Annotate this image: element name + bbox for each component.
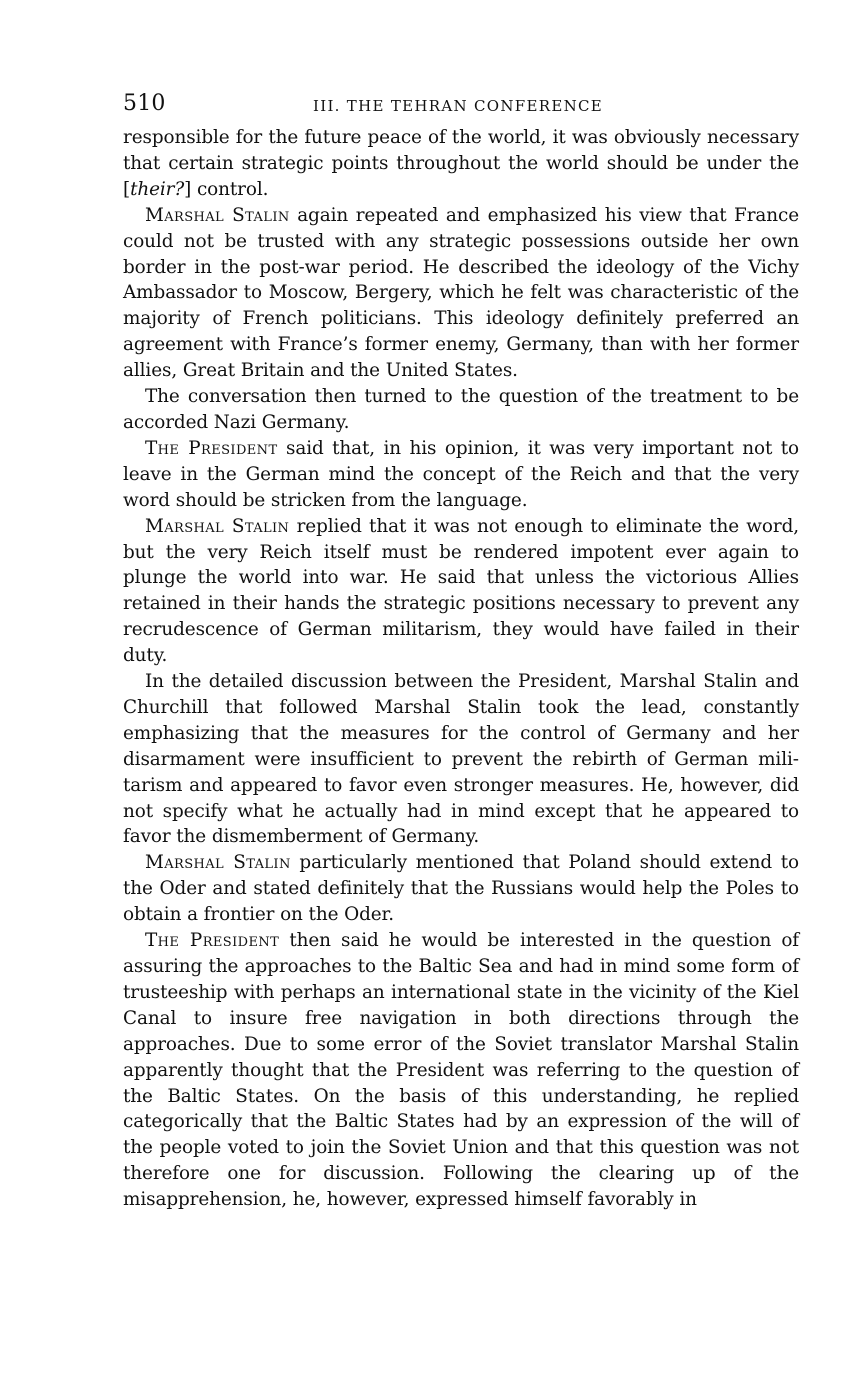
- paragraph-1-text-after: ] control.: [184, 178, 269, 200]
- running-head: [123, 89, 799, 119]
- speaker-name: The President: [145, 930, 280, 952]
- paragraph-3: [123, 384, 799, 436]
- paragraph-7: [123, 850, 799, 928]
- paragraph-5-text: replied that it was not enough to eliminate the word, but the very Reich itself must be rendered impotent ever again to plunge the world into war. He said that unless the victorious Allies retained in their hands the strategic positions necessary to prevent any recrudescence of German militarism, they would have failed in their duty.: [123, 515, 799, 667]
- paragraph-2: [123, 203, 799, 384]
- paragraph-5: [123, 514, 799, 669]
- speaker-name: Marshal Stalin: [145, 515, 290, 537]
- body-text: [123, 125, 799, 1213]
- paragraph-6: [123, 669, 799, 850]
- document-page: [123, 89, 799, 1213]
- paragraph-6-text: In the detailed discussion between the President, Marshal Stalin and Churchill that followed Marshal Stalin took the lead, constantly emphasizing that the measures for the control of Germany and her disarmament were insufficient to prevent the rebirth of German militarism and appeared to favor even stronger measures. He, however, did not specify what he actually had in mind except that he appeared to favor the dismemberment of Germany.: [123, 671, 799, 848]
- running-title: III. THE TEHRAN CONFERENCE: [313, 97, 604, 115]
- bracketed-note: their?: [130, 178, 185, 200]
- paragraph-8: [123, 928, 799, 1213]
- paragraph-3-text: The conversation then turned to the question of the treatment to be accorded Nazi Germany.: [123, 386, 799, 433]
- paragraph-1: [123, 125, 799, 203]
- paragraph-1-text-before: responsible for the future peace of the world, it was obviously necessary that certain strategic points throughout the world should be under the [: [123, 127, 799, 200]
- paragraph-2-text: again repeated and emphasized his view that France could not be trusted with any strategic possessions outside her own border in the post-war period. He described the ideology of the Vichy Ambassador to Moscow, Bergery, which he felt was characteristic of the majority of French politicians. This ideology definitely preferred an agreement with France’s former enemy, Germany, than with her former allies, Great Britain and the United States.: [123, 204, 800, 382]
- speaker-name: Marshal Stalin: [145, 204, 290, 226]
- paragraph-7-text: particularly mentioned that Poland should extend to the Oder and stated definitely that the Russians would help the Poles to obtain a frontier on the Oder.: [123, 852, 799, 926]
- page-number: 510: [123, 91, 166, 116]
- speaker-name: The President: [145, 437, 278, 459]
- speaker-name: Marshal Stalin: [145, 852, 291, 874]
- paragraph-4: [123, 436, 799, 514]
- paragraph-8-text: then said he would be interested in the question of assuring the approaches to the Baltic Sea and had in mind some form of trusteeship with perhaps an international state in the vicinity of the Kiel Canal to insure free navigation in both directions through the approaches. Due to some error of the Soviet translator Marshal Stalin apparently thought that the President was referring to the question of the Baltic States. On the basis of this understanding, he replied categorically that the Baltic States had by an expression of the will of the people voted to join the Soviet Union and that this question was not therefore one for discussion. Following the clearing up of the misapprehension, he, however, expressed himself favorably in: [123, 930, 800, 1211]
- paragraph-4-text: said that, in his opinion, it was very important not to leave in the German mind the concept of the Reich and that the very word should be stricken from the language.: [123, 437, 799, 511]
